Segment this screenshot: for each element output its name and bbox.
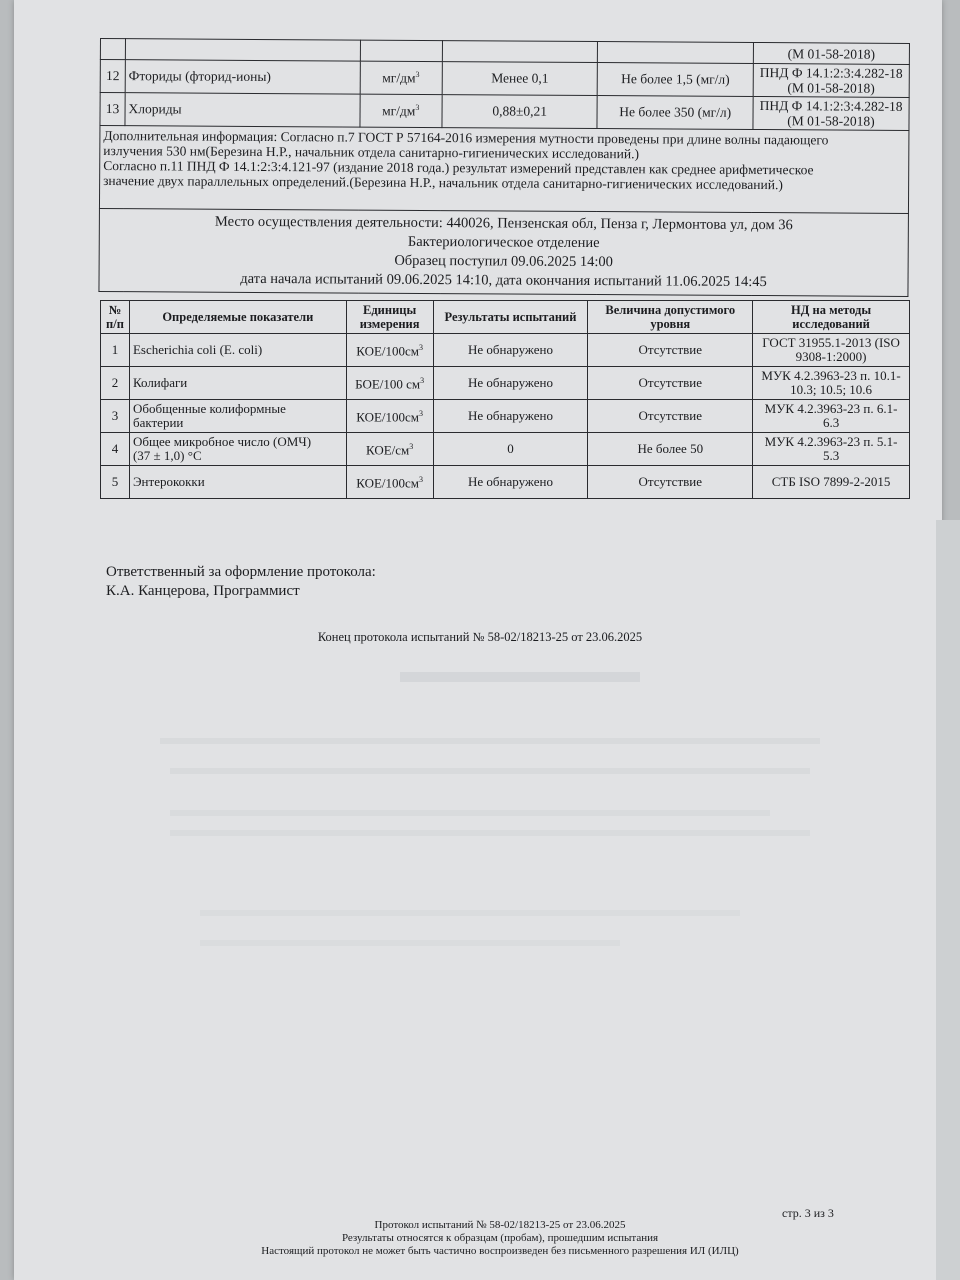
table-row [101, 400, 910, 433]
unit-cell: КОЕ/$100см^3$ [346, 400, 433, 433]
table-row [101, 367, 910, 400]
method-cell: (М 01-58-2018) [753, 42, 909, 64]
page-number: стр. 3 из 3 [782, 1206, 834, 1220]
responsible-person [106, 563, 376, 601]
page-footer [0, 1219, 960, 1258]
limit-cell: Отсутствие [588, 400, 753, 433]
limit-cell: Отсутствие [588, 466, 753, 499]
footer-copy-note: Настоящий протокол не может быть частично воспроизведен без письменного разрешения ИЛ (ИЛЦ) [261, 1245, 739, 1257]
result-cell: Менее 0,1 [442, 62, 598, 96]
table-row [100, 93, 909, 131]
row-number: 4 [101, 433, 130, 466]
unit-cell: КОЕ/$см^3$ [346, 433, 433, 466]
result-cell: Не обнаружено [433, 367, 588, 400]
limit-cell: Отсутствие [588, 334, 753, 367]
result-cell: Не обнаружено [433, 400, 588, 433]
indicator-name: Обобщенные колиформные бактерии [129, 400, 346, 433]
header-name: Определяемые показатели [129, 301, 346, 334]
row-number: 12 [100, 60, 125, 93]
additional-info: Дополнительная информация: Согласно п.7 ГОСТ Р 57164-2016 измерения мутности проведены при длине волны падающего излучения 530 нм(Березина Н.Р., начальник отдела санитарно-гигиенических исследований.) Согласно п.11 ПНД Ф 14.1:2:3:4.121-97 (издание 2018 года.) результат измерений представлен как среднее арифметическое значение двух параллельных определений.(Березина Н.Р., начальник отдела санитарно-гигиенических исследований.) [99, 126, 908, 214]
method-cell: СТБ ISO 7899-2-2015 [753, 466, 910, 499]
indicator-name: Escherichia coli (E. coli) [129, 334, 346, 367]
chemical-results-table [98, 38, 910, 297]
method-cell: МУК 4.2.3963-23 п. 6.1- 6.3 [753, 400, 910, 433]
method-cell: ПНД Ф 14.1:2:3:4.282-18 (М 01-58-2018) [753, 63, 909, 97]
indicator-name: Колифаги [129, 367, 346, 400]
result-cell: Не обнаружено [433, 334, 588, 367]
header-limit: Величина допустимого уровня [588, 301, 753, 334]
header-method: НД на методы исследований [753, 301, 910, 334]
method-cell: МУК 4.2.3963-23 п. 5.1- 5.3 [753, 433, 910, 466]
header-result: Результаты испытаний [433, 301, 588, 334]
row-number: 1 [101, 334, 130, 367]
unit-cell: КОЕ/$100см^3$ [346, 334, 433, 367]
method-cell: МУК 4.2.3963-23 п. 10.1- 10.3; 10.5; 10.6 [753, 367, 910, 400]
limit-cell: Не более 1,5 (мг/л) [598, 63, 754, 97]
indicator-name: Общее микробное число (ОМЧ) (37 ± 1,0) °С [129, 433, 346, 466]
microbiology-results-table [100, 300, 910, 499]
table-row [101, 433, 910, 466]
unit-cell: БОЕ/100 $см^3$ [346, 367, 433, 400]
responsible-label: Ответственный за оформление протокола: [106, 564, 376, 580]
limit-cell: Не более 50 [588, 433, 753, 466]
table-header-row [101, 301, 910, 334]
unit-cell: $мг/дм^3$ [360, 61, 442, 95]
unit-cell: КОЕ/$100см^3$ [346, 466, 433, 499]
footer-results-note: Результаты относятся к образцам (пробам), прошедшим испытания [341, 1232, 659, 1244]
row-number: 13 [100, 93, 125, 126]
responsible-name: К.А. Канцерова, Программист [106, 583, 300, 599]
result-cell: 0,88±0,21 [442, 95, 598, 129]
protocol-end-line: Конец протокола испытаний № 58-02/18213-25 от 23.06.2025 [317, 630, 643, 644]
footer-protocol: Протокол испытаний № 58-02/18213-25 от 23.06.2025 [374, 1219, 626, 1231]
indicator-name: Энтерококки [129, 466, 346, 499]
table-row [101, 334, 910, 367]
row-number: 5 [101, 466, 130, 499]
row-number: 2 [101, 367, 130, 400]
limit-cell: Отсутствие [588, 367, 753, 400]
method-cell: ГОСТ 31955.1-2013 (ISO 9308-1:2000) [753, 334, 910, 367]
unit-cell: $мг/дм^3$ [360, 94, 442, 128]
result-cell: Не обнаружено [433, 466, 588, 499]
additional-info-row [99, 126, 908, 214]
method-cell: ПНД Ф 14.1:2:3:4.282-18 (М 01-58-2018) [753, 96, 909, 130]
result-cell: 0 [433, 433, 588, 466]
place-info: Место осуществления деятельности: 440026, Пензенская обл, Пенза г, Лермонтова ул, дом 36 Бактериологическое отделение Образец поступил 09.06.2025 14:00 дата начала испытаний 09.06.2025 14:10, дата окончания испытаний 11.06.2025 14:45 [99, 208, 908, 296]
indicator-name: Фториды (фторид-ионы) [125, 60, 360, 94]
row-number: 3 [101, 400, 130, 433]
indicator-name: Хлориды [125, 93, 360, 127]
limit-cell: Не более 350 (мг/л) [597, 96, 753, 130]
place-info-row [99, 208, 908, 296]
table-row [101, 466, 910, 499]
header-num: № п/п [101, 301, 130, 334]
header-unit: Единицы измерения [346, 301, 433, 334]
table-row [100, 60, 909, 98]
